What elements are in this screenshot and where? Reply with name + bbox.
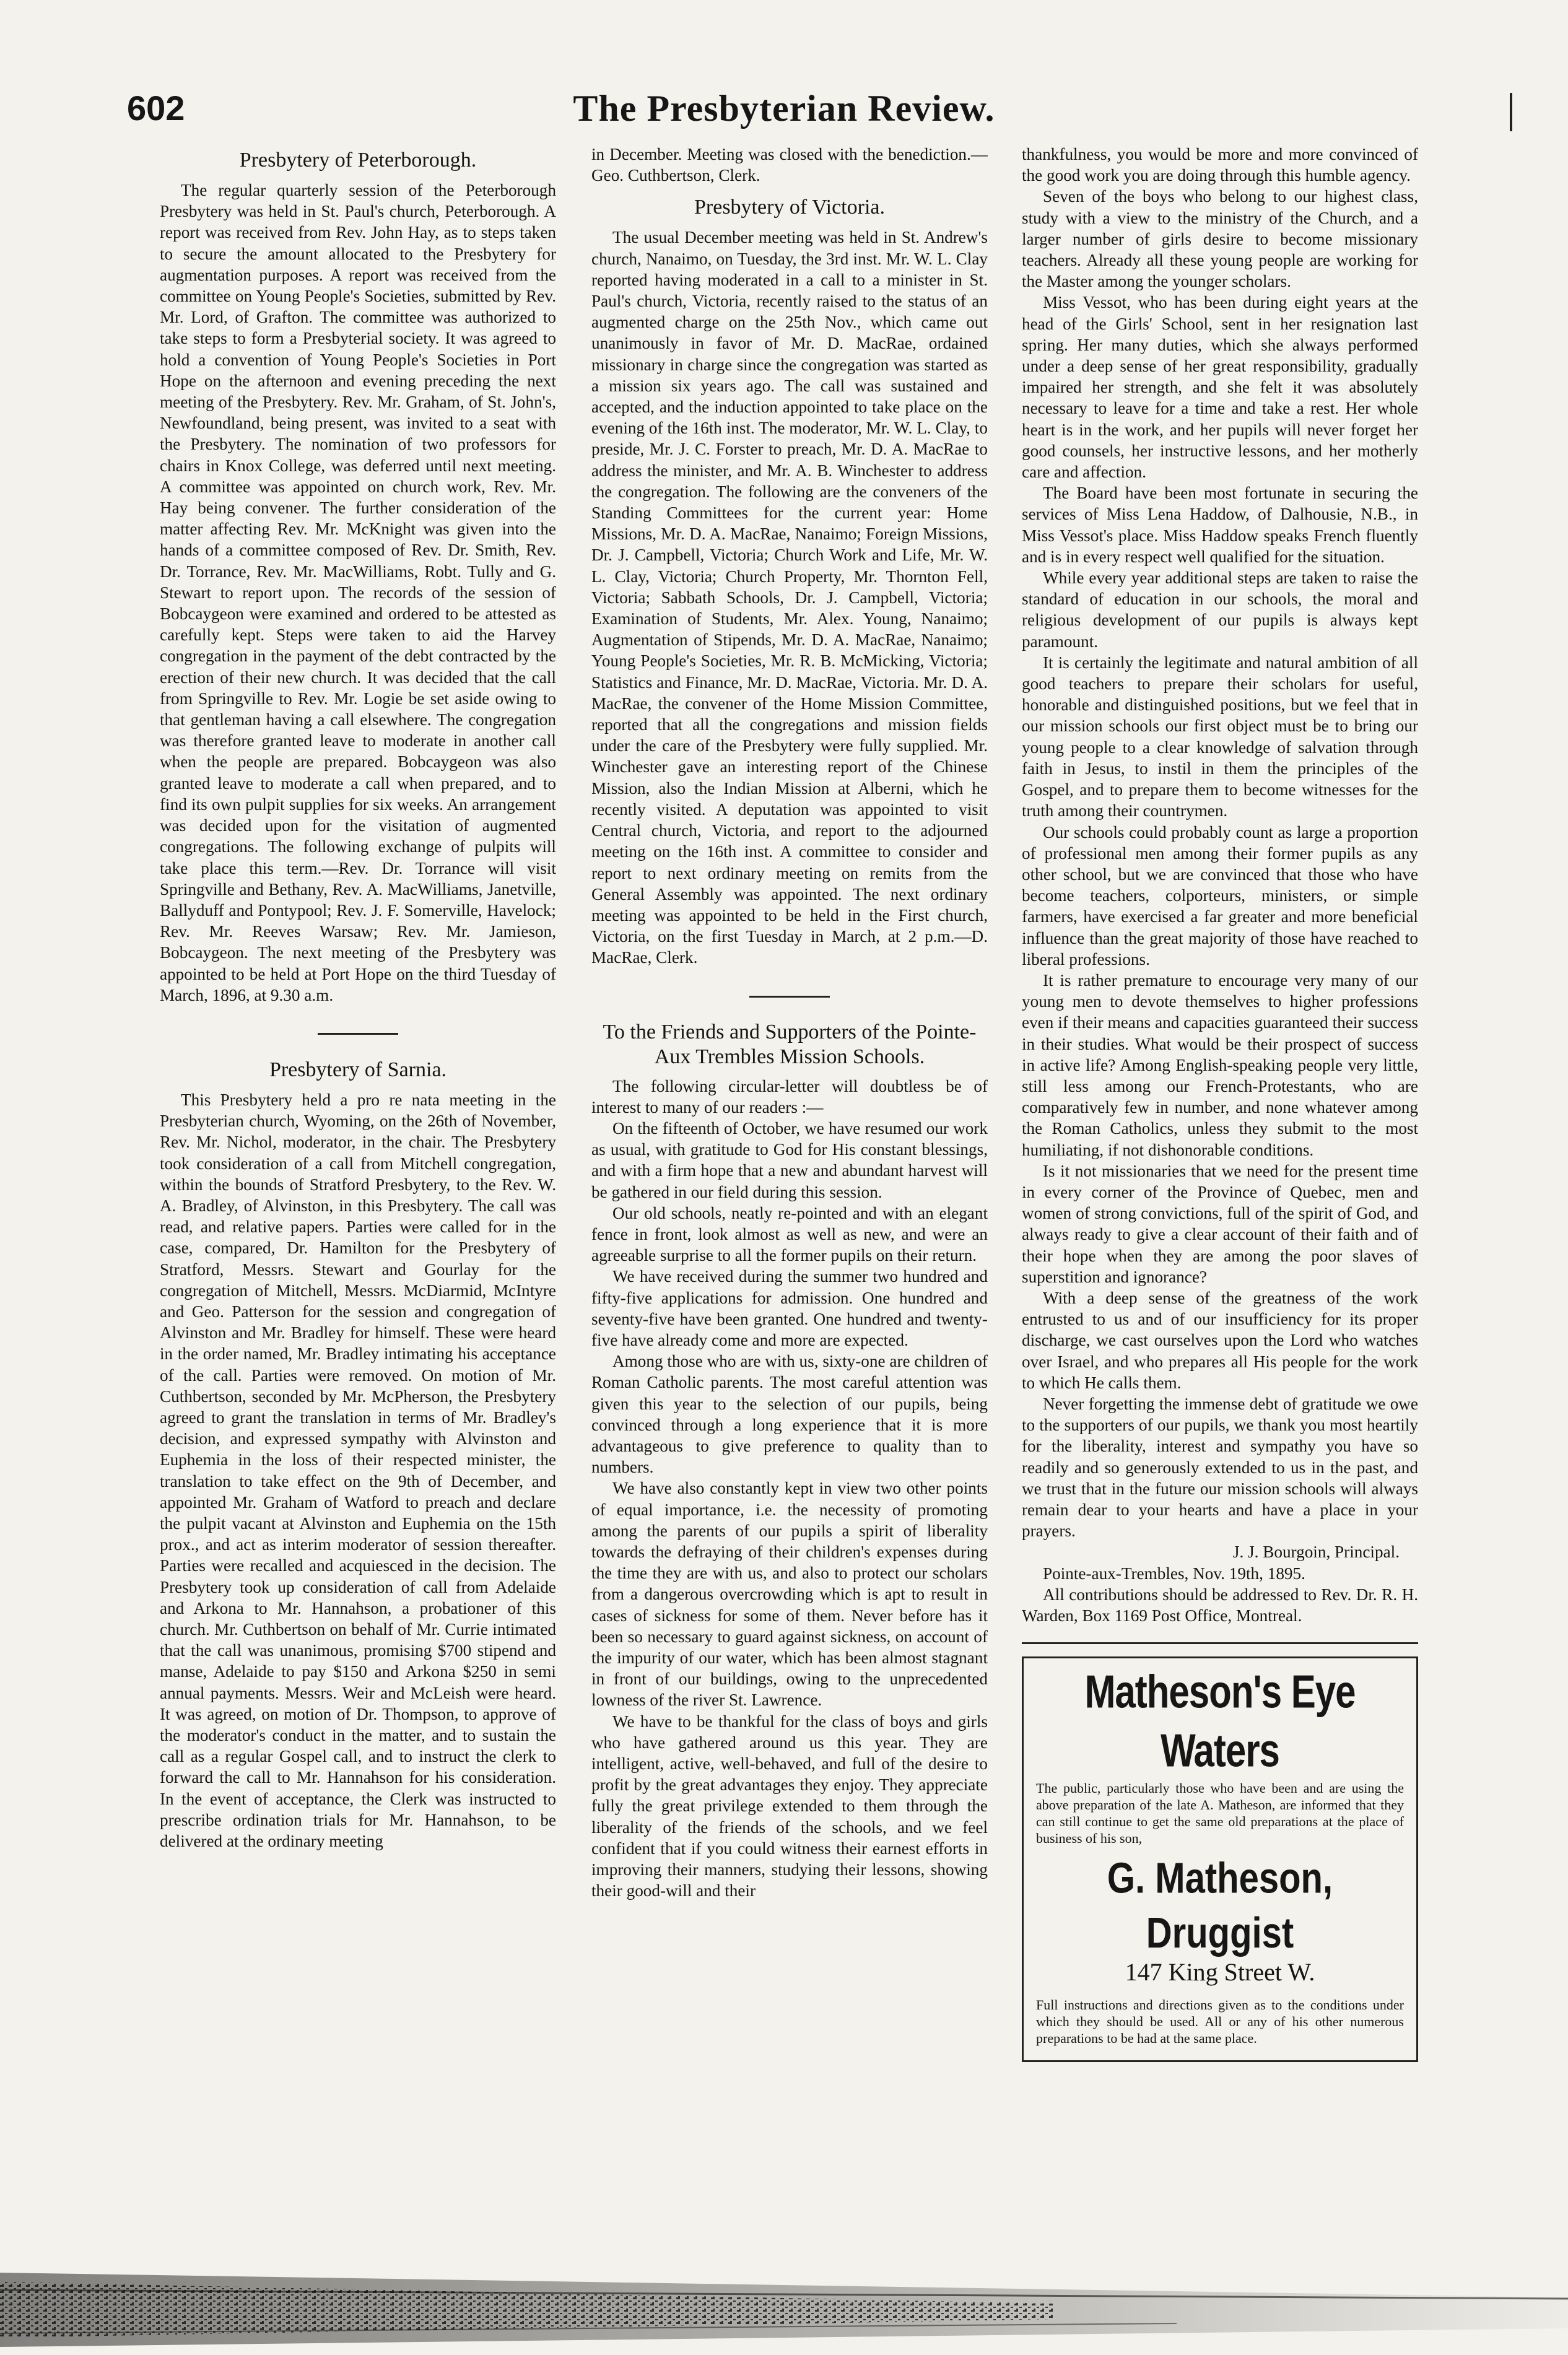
paragraph: Is it not missionaries that we need for the present time in every corner of the Province of Quebec, men and women of strong convictions, full of the spirit of God, and always ready to give a clear account of their faith and of their hope when they are among the poor slaves of superstition and ignorance? [1022, 1161, 1418, 1286]
paragraph: Miss Vessot, who has been during eight years at the head of the Girls' School, sent in her resignation last spring. Her many duties, which she always performed under a deep sense of her great responsibility, gradually impaired her strength, and she felt it was absolutely necessary to leave for a time and take a rest. Her whole heart is in the work, and her pupils will never forget her good counsels, her instructive lessons, and her motherly care and affection. [1022, 293, 1418, 482]
running-title: The Presbyterian Review. [573, 88, 995, 129]
paragraph: The usual December meeting was held in St. Andrew's church, Nanaimo, on Tuesday, the 3rd inst. Mr. W. L. Clay reported having moderated in a call to a minister in St. Paul's church, Victoria, recently raised to the status of an augmented charge on the 25th Nov., which came out unanimously in favor of Mr. D. MacRae, ordained missionary in charge since the congregation was started as a mission six years ago. The call was sustained and accepted, and the induction appointed to take place on the evening of the 16th inst. The moderator, Mr. W. L. Clay, to preside, Mr. J. C. Forster to preach, Mr. D. A. MacRae to address the minister, and Mr. A. B. Winchester to address the congregation. The following are the conveners of the Standing Committees for the current year: Home Missions, Mr. D. A. MacRae, Nanaimo; Foreign Missions, Dr. J. Campbell, Victoria; Church Work and Life, Mr. W. L. Clay, Victoria; Church Property, Mr. Thornton Fell, Victoria; Sabbath Schools, Dr. J. Campbell, Victoria; Examination of Students, Mr. Alex. Young, Nanaimo; Augmentation of Stipends, Mr. D. A. MacRae, Nanaimo; Young People's Societies, Mr. R. B. McMicking, Victoria; Statistics and Finance, Mr. D. MacRae, Victoria. Mr. D. A. MacRae, the convener of the Home Mission Committee, reported that all the congregations and mission fields under the care of the Presbytery were fully supplied. Mr. Winchester gave an interesting report of the Chinese Mission, also the Indian Mission at Alberni, which he recently visited. A deputation was appointed to visit Central church, Victoria, and report to the adjourned meeting on the 16th inst. A committee to consider and report to next ordinary meeting on remits from the General Assembly was appointed. The next ordinary meeting was appointed to be held in the First church, Victoria, on the first Tuesday in March, at 2 p.m.—D. MacRae, Clerk. [591, 228, 988, 967]
advertisement [1022, 1656, 1418, 2062]
signature: J. J. Bourgoin, Principal. [1232, 1543, 1400, 1562]
margin-mark [1510, 93, 1512, 131]
paragraph: We have received during the summer two hundred and fifty-five applications for admission. One hundred and seventy-five have been granted. One hundred and twenty-five have already come and more are expected. [591, 1267, 988, 1349]
article-title-peterborough: Presbytery of Peterborough. [239, 149, 477, 172]
ad-footer: Full instructions and directions given as to the conditions under which they should be used. All or any of his other numerous preparations to be had at the same place. [1036, 1997, 1404, 2047]
paragraph: The regular quarterly session of the Peterborough Presbytery was held in St. Paul's church, Peterborough. A report was received from Rev. John Hay, as to steps taken to secure the amount allocated to the Presbytery for augmentation purposes. A report was received from the committee on Young People's Societies, submitted by Rev. Mr. Lord, of Grafton. The committee was authorized to take steps to form a Presbyterial society. It was agreed to hold a convention of Young People's Societies in Port Hope on the afternoon and evening preceding the next meeting of the Presbytery. Rev. Mr. Graham, of St. John's, Newfoundland, being present, was invited to a seat with the Presbytery. The nomination of two professors for chairs in Knox College, was deferred until next meeting. A committee was appointed on church work, Rev. Mr. Hay being convener. The further consideration of the matter affecting Rev. Mr. McKnight was given into the hands of a committee composed of Rev. Dr. Smith, Rev. Dr. Torrance, Rev. Mr. MacWilliams, Robt. Tully and G. Stewart to report upon. The records of the session of Bobcaygeon were examined and ordered to be attested as carefully kept. Steps were taken to aid the Harvey congregation in the payment of the debt contracted by the erection of their new church. It was decided that the call from Springville to Rev. Mr. Logie be set aside owing to that gentleman having a call elsewhere. The congregation was therefore granted leave to moderate in another call when the people are prepared. Bobcaygeon was also granted leave to moderate a call when prepared, and to find its own pulpit supplies for six weeks. An arrangement was decided upon for the visitation of augmented congregations. The following exchange of pulpits will take place this term.—Rev. Dr. Torrance will visit Springville and Bethany, Rev. A. MacWilliams, Janetville, Ballyduff and Pontypool; Rev. J. F. Somerville, Havelock; Rev. Mr. Reeves Warsaw; Rev. Mr. Jamieson, Bobcaygeon. The next meeting of the Presbytery was appointed to be held at Port Hope on the third Tuesday of March, 1896, at 9.30 a.m. [160, 181, 556, 1004]
section-rule [318, 1033, 398, 1035]
ad-title: Matheson's Eye Waters [1084, 1666, 1356, 1777]
page-header [0, 81, 1568, 136]
contributions-note: All contributions should be addressed to Rev. Dr. R. H. Warden, Box 1169 Post Office, Montreal. [1022, 1585, 1418, 1626]
continued-text: in December. Meeting was closed with the benediction.—Geo. Cuthbertson, Clerk. [591, 145, 988, 185]
dateline: Pointe-aux-Trembles, Nov. 19th, 1895. [1043, 1564, 1305, 1583]
intro-paragraph: The following circular-letter will doubtless be of interest to many of our readers :— [591, 1076, 988, 1117]
paragraph: We have also constantly kept in view two other points of equal importance, i.e. the necessity of promoting among the parents of our pupils a spirit of liberality towards the defraying of their children's expenses during the time they are with us, and also to protect our scholars from a dangerous overcrowding which is apt to result in cases of sickness for some of them. Never before has it been so necessary to guard against sickness, on account of the impurity of our water, which has been almost stagnant in front of our buildings, owing to the unprecedented lowness of the river St. Lawrence. [591, 1479, 988, 1710]
paragraph: It is rather premature to encourage very many of our young men to devote themselves to higher professions even if their means and capacities guaranteed their success in their studies. What would be their prospect of success in active life? Among English-speaking people very little, still less among our French-Protestants, who are comparatively few in number, and none whatever among the Roman Catholics, unless they submit to the most humiliating, if not dishonorable conditions. [1022, 970, 1418, 1159]
article-title-sarnia: Presbytery of Sarnia. [269, 1058, 447, 1081]
page-number: 602 [127, 89, 185, 128]
paragraph: Never forgetting the immense debt of gratitude we owe to the supporters of our pupils, we thank you most heartily for the liberality, interest and sympathy you have so readily and so generously extended to us in the past, and we trust that in the future our mission schools will always remain dear to your hearts and have a place in your prayers. [1022, 1394, 1418, 1541]
paragraph: Seven of the boys who belong to our highest class, study with a view to the ministry of the Church, and a larger number of girls desire to become missionary teachers. Already all these young people are working for the Master among the younger scholars. [1022, 187, 1418, 291]
paragraph: While every year additional steps are taken to raise the standard of education in our schools, the moral and religious development of our pupils is always kept paramount. [1022, 568, 1418, 651]
ad-address: 147 King Street W. [1125, 1958, 1315, 1987]
scan-noise-strip [0, 2260, 1568, 2355]
column-2 [591, 144, 988, 2261]
paragraph: With a deep sense of the greatness of the work entrusted to us and of our insufficiency for its proper discharge, we cast ourselves upon the Lord who watches over Israel, and who prepares all His people for the work to which He calls them. [1022, 1288, 1418, 1392]
section-rule [1022, 1642, 1418, 1644]
paragraph: Our schools could probably count as large a proportion of professional men among their former pupils as any other school, but we are convinced that those who have become teachers, colporteurs, ministers, or simple farmers, have exercised a far greater and more beneficial influence than the great majority of those have reached to liberal professions. [1022, 822, 1418, 969]
paragraph: Among those who are with us, sixty-one are children of Roman Catholic parents. The most careful attention was given this year to the selection of our pupils, being convinced through a long experience that it is more advantageous to give preference to quality than to numbers. [591, 1352, 988, 1477]
paragraph: This Presbytery held a pro re nata meeting in the Presbyterian church, Wyoming, on the 26th of November, Rev. Mr. Nichol, moderator, in the chair. The Presbytery took consideration of a call from Mitchell congregation, within the bounds of Stratford Presbytery, to the Rev. W. A. Bradley, of Alvinston, in this Presbytery. The call was read, and relative papers. Parties were called for in the case, compared, Dr. Hamilton for the Presbytery of Stratford, Messrs. Stewart and Gourlay for the congregation of Mitchell, Messrs. McDiarmid, McIntyre and Geo. Patterson for the session and congregation of Alvinston and Mr. Bradley for himself. These were heard in the order named, Mr. Bradley intimating his acceptance of the call. Parties were removed. On motion of Mr. Cuthbertson, seconded by Mr. McPherson, the Presbytery agreed to grant the translation in terms of Mr. Bradley's decision, and expressed sympathy with Alvinston and Euphemia in the loss of their respected minister, the translation to take effect on the 9th of December, and appointed Mr. Graham of Watford to preach and declare the pulpit vacant at Alvinston and Euphemia on the 15th prox., and act as interim moderator of session thereafter. Parties were recalled and acquiesced in the decision. The Presbytery took up consideration of call from Adelaide and Arkona to Mr. Hannahson, a probationer of this church. Mr. Cuthbertson on behalf of Mr. Currie intimated that the call was unanimous, promising $700 stipend and manse, Adelaide to pay $150 and Arkona $250 in semi annual payments. Messrs. Weir and McLeish were heard. It was agreed, on motion of Dr. Thompson, to approve of the moderator's conduct in the matter, and to sustain the call as a regular Gospel call, and to instruct the clerk to forward the call to Mr. Hannahson for his consideration. In the event of acceptance, the Clerk was instructed to prescribe ordination trials for Mr. Hannahson, to be delivered at the ordinary meeting [160, 1090, 556, 1851]
ad-body: The public, particularly those who have been and are using the above preparation of the late A. Matheson, are informed that they can still continue to get the same old preparations at the place of business of his son, [1036, 1780, 1404, 1847]
ad-business-name: G. Matheson, Druggist [1107, 1854, 1333, 1958]
paragraph: Our old schools, neatly re-pointed and with an elegant fence in front, look almost as well as new, and were an agreeable surprise to all the former pupils on their return. [591, 1203, 988, 1265]
paragraph: On the fifteenth of October, we have resumed our work as usual, with gratitude to God for His constant blessings, and with a firm hope that a new and abundant harvest will be gathered in our field during this session. [591, 1118, 988, 1201]
article-title-victoria: Presbytery of Victoria. [694, 196, 885, 219]
section-rule [749, 996, 830, 998]
paragraph: It is certainly the legitimate and natural ambition of all good teachers to prepare their scholars for useful, honorable and distinguished positions, but we feel that in our mission schools our first object must be to bring our young people to a clear knowledge of salvation through faith in Jesus, to instil in them the principles of the Gospel, and to prepare them to become witnesses for the truth among their countrymen. [1022, 653, 1418, 821]
column-1 [160, 144, 556, 2261]
paragraph: The Board have been most fortunate in securing the services of Miss Lena Haddow, of Dalhousie, N.B., in Miss Vessot's place. Miss Haddow speaks French fluently and is in every respect well qualified for the situation. [1022, 484, 1418, 566]
continued-text: thankfulness, you would be more and more convinced of the good work you are doing through this humble agency. [1022, 145, 1418, 185]
paragraph: We have to be thankful for the class of boys and girls who have gathered around us this year. They are intelligent, active, well-behaved, and full of the desire to profit by the great advantages they enjoy. They appreciate fully the great privilege extended to them through the liberality of the friends of the schools, and we feel confident that if you could witness their earnest efforts in improving their manners, studying their lessons, showing their good-will and their [591, 1712, 988, 1900]
column-3 [1022, 144, 1418, 2261]
article-title-pointe-aux-trembles: To the Friends and Supporters of the Pointe-Aux Trembles Mission Schools. [603, 1020, 977, 1068]
